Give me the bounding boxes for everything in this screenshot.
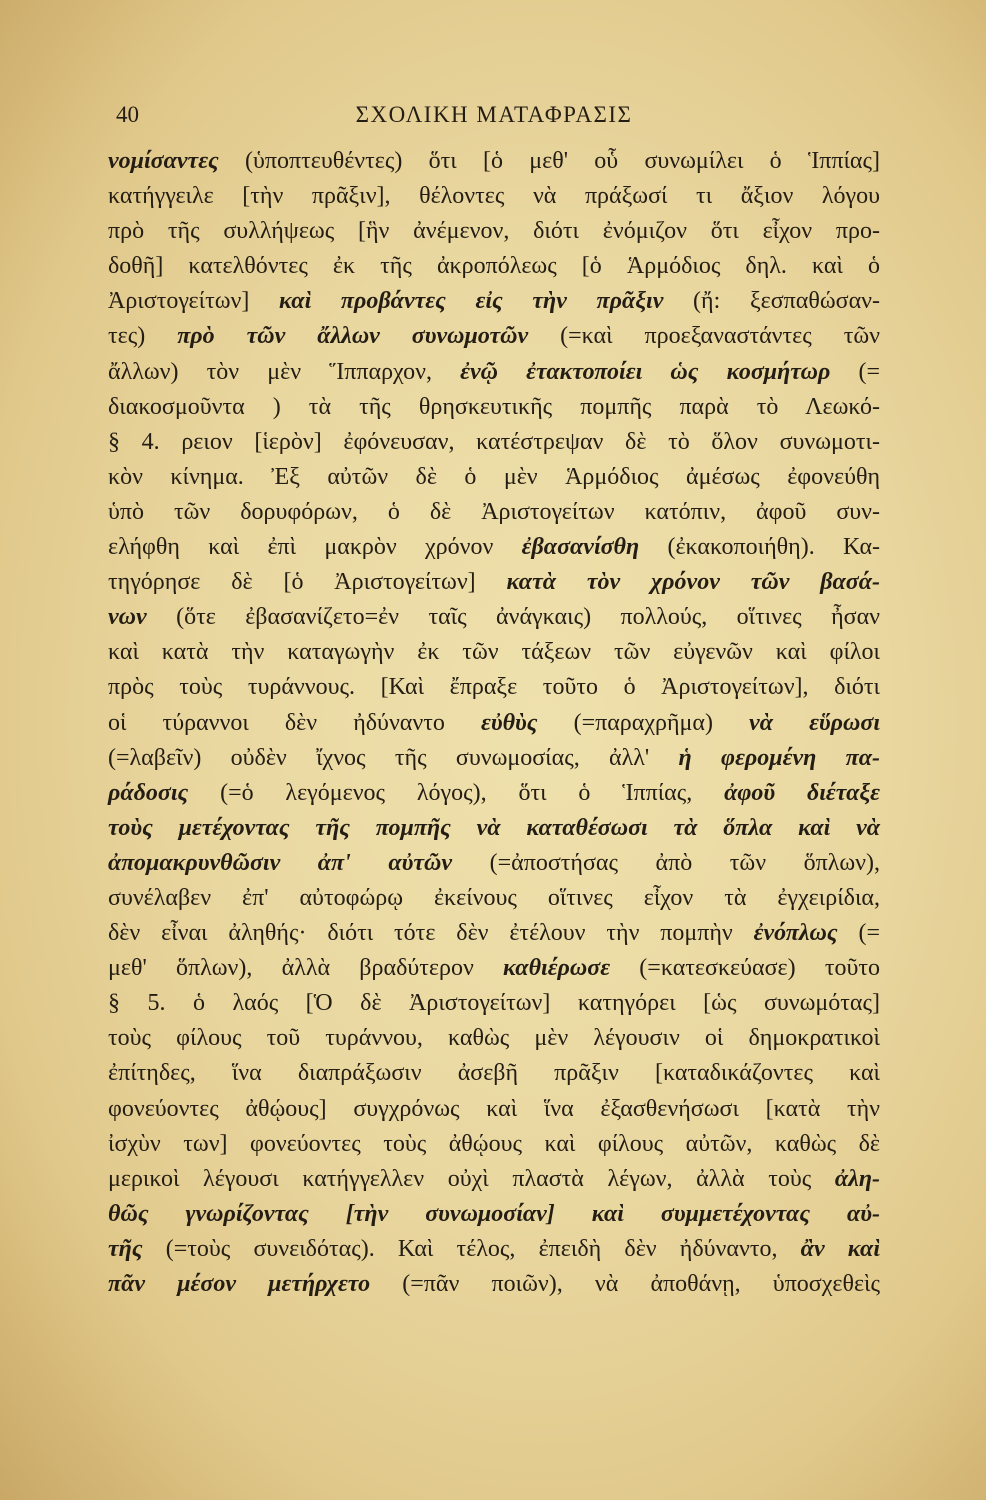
text-line [108,1021,880,1056]
source-text-segment: καὶ προβάντες εἰς τὴν πρᾶξιν [279,288,664,315]
text-line [108,249,880,284]
paraphrase-text-segment: § 5. ὁ λαός [Ὁ δὲ Ἀριστογείτων] κατηγόρει [ὡς συνωμότας] [108,990,880,1017]
text-line [108,530,880,565]
source-text-segment: ράδοσις [108,779,189,806]
text-line [108,1267,880,1302]
text-line [108,916,880,951]
source-text-segment: τοὺς μετέχοντας τῆς πομπῆς νὰ καταθέσωσι τὰ ὅπλα καὶ νὰ [108,814,880,841]
source-text-segment: ἂν καὶ [800,1235,880,1262]
source-text-segment: νομίσαντες [108,148,219,174]
source-text-segment: ἐνόπλως [753,920,838,947]
text-line [108,846,880,881]
text-line [108,600,880,635]
paraphrase-text-segment: Ἀριστογείτων] [108,288,280,315]
source-text-segment: πᾶν μέσον μετήρχετο [108,1271,371,1297]
text-line [108,951,880,986]
paraphrase-text-segment: πρὸς τοὺς τυράννους. [Καὶ ἔπραξε τοῦτο ὁ Ἀριστογείτων], διότι [108,674,880,701]
text-body [108,144,880,1302]
paraphrase-text-segment: κὸν κίνημα. Ἐξ αὐτῶν δὲ ὁ μὲν Ἁρμόδιος ἀμέσως ἐφονεύθη [108,463,880,490]
text-line [108,355,880,390]
text-line [108,425,880,460]
paraphrase-text-segment: διακοσμοῦντα ) τὰ τῆς θρησκευτικῆς πομπῆς παρὰ τὸ Λεωκό- [108,393,880,420]
text-line [108,179,880,214]
paraphrase-text-segment: ὑπὸ τῶν δορυφόρων, ὁ δὲ Ἀριστογείτων κατόπιν, ἀφοῦ συν- [108,498,880,525]
paraphrase-text-segment: (ὅτε ἐβασανίζετο=ἐν ταῖς ἀνάγκαις) πολλούς, οἵτινες ἦσαν [146,604,880,631]
text-line [108,986,880,1021]
text-line [108,1162,880,1197]
paraphrase-text-segment: (=πᾶν ποιῶν), νὰ ἀποθάνῃ, ὑποσχεθεὶς [370,1271,881,1297]
paraphrase-text-segment: ελήφθη καὶ ἐπὶ μακρὸν χρόνον [108,534,522,561]
source-text-segment: πρὸ τῶν ἄλλων συνωμοτῶν [177,323,529,350]
paraphrase-text-segment: δοθῆ] κατελθόντες ἐκ τῆς ἀκροπόλεως [ὁ Ἁρμόδιος δηλ. καὶ ὁ [108,253,880,280]
text-line [108,565,880,600]
text-line [108,1056,880,1091]
paraphrase-text-segment: ἐπίτηδες, ἵνα διαπράξωσιν ἀσεβῆ πρᾶξιν [καταδικάζοντες καὶ [108,1060,880,1087]
text-line [108,635,880,670]
source-text-segment: θῶς γνωρίζοντας [τὴν συνωμοσίαν] καὶ συμμετέχοντας αὐ- [108,1200,880,1227]
paraphrase-text-segment: κατήγγειλε [τὴν πρᾶξιν], θέλοντες νὰ πράξωσί τι ἄξιον λόγου [108,183,880,210]
text-line [108,319,880,354]
text-line [108,670,880,705]
paraphrase-text-segment: (=τοὺς συνειδότας). Καὶ τέλος, ἐπειδὴ δὲν ἠδύναντο, [142,1235,801,1262]
paraphrase-text-segment: δὲν εἶναι ἀληθής· διότι τότε δὲν ἐτέλουν τὴν πομπὴν [108,920,754,947]
source-text-segment: ἡ φερομένη πα- [678,744,880,771]
source-text-segment: καθιέρωσε [503,955,611,982]
source-text-segment: τῆς [108,1235,143,1262]
text-line [108,1092,880,1127]
paraphrase-text-segment: § 4. ρειον [ἱερὸν] ἐφόνευσαν, κατέστρεψαν δὲ τὸ ὅλον συνωμοτι- [108,428,880,455]
source-text-segment: νων [108,604,147,631]
paraphrase-text-segment: συνέλαβεν ἐπ' αὐτοφώρῳ ἐκείνους οἵτινες εἶχον τὰ ἐγχειρίδια, [108,884,880,911]
paraphrase-text-segment: φονεύοντες ἀθῴους] συγχρόνως καὶ ἵνα ἐξασθενήσωσι [κατὰ τὴν [108,1095,880,1122]
paraphrase-text-segment: τηγόρησε δὲ [ὁ Ἀριστογείτων] [108,569,507,596]
source-text-segment: ἐνῷ ἐτακτοποίει ὡς κοσμήτωρ [460,358,831,385]
paraphrase-text-segment: (=λαβεῖν) οὐδὲν ἴχνος τῆς συνωμοσίας, ἀλλ' [108,744,679,771]
source-text-segment: ἀπομακρυνθῶσιν ἀπ' αὐτῶν [108,849,453,876]
paraphrase-text-segment: μερικοὶ λέγουσι κατήγγελλεν οὐχὶ πλαστὰ λέγων, ἀλλὰ τοὺς [108,1165,835,1192]
paraphrase-text-segment: (ἤ: ξεσπαθώσαν- [663,288,880,315]
paraphrase-text-segment: (=κατεσκεύασε) τοῦτο [610,955,880,982]
paraphrase-text-segment: (=ὁ λεγόμενος λόγος), ὅτι ὁ Ἱππίας, [188,779,725,806]
source-text-segment: εὐθὺς [480,709,538,736]
source-text-segment: κατὰ τὸν χρόνον τῶν βασά- [506,569,880,596]
paraphrase-text-segment: καὶ κατὰ τὴν καταγωγὴν ἐκ τῶν τάξεων τῶν εὐγενῶν καὶ φίλοι [108,639,880,666]
text-line [108,214,880,249]
running-head [108,98,880,132]
paraphrase-text-segment: μεθ' ὅπλων), ἀλλὰ βραδύτερον [108,955,504,982]
source-text-segment: ἀφοῦ διέταξε [724,779,880,806]
text-line [108,495,880,530]
text-line [108,881,880,916]
source-text-segment: ἐβασανίσθη [521,534,640,561]
text-line [108,390,880,425]
paraphrase-text-segment: (= [830,358,881,385]
paraphrase-text-segment: (ὑποπτευθέντες) ὅτι [ὁ μεθ' οὗ συνωμίλει ὁ Ἱππίας] [218,148,880,174]
source-text-segment: νὰ εὕρωσι [749,709,880,736]
text-line [108,144,880,179]
text-line [108,1232,880,1267]
running-title: ΣΧΟΛΙΚΗ ΜΑΤΑΦΡΑΣΙΣ [355,102,633,127]
paraphrase-text-segment: ἰσχὺν των] φονεύοντες τοὺς ἀθῴους καὶ φίλους αὐτῶν, καθὼς δὲ [108,1130,880,1157]
paraphrase-text-segment: (=ἀποστήσας ἀπὸ τῶν ὅπλων), [452,849,880,876]
text-line [108,284,880,319]
page-number: 40 [116,102,139,127]
text-line [108,1127,880,1162]
source-text-segment: ἀλη- [834,1165,880,1192]
text-line [108,741,880,776]
text-line [108,811,880,846]
paraphrase-text-segment: τες) [108,323,178,350]
text-line [108,460,880,495]
paraphrase-text-segment: (ἐκακοποιήθη). Κα- [639,534,881,561]
paraphrase-text-segment: (=καὶ προεξαναστάντες τῶν [528,323,880,350]
paraphrase-text-segment: ἄλλων) τὸν μὲν Ἵππαρχον, [108,358,461,385]
text-line [108,776,880,811]
paraphrase-text-segment: οἱ τύραννοι δὲν ἠδύναντο [108,709,481,736]
paraphrase-text-segment: (= [837,920,880,947]
paraphrase-text-segment: τοὺς φίλους τοῦ τυράννου, καθὼς μὲν λέγουσιν οἱ δημοκρατικοὶ [108,1025,880,1052]
paraphrase-text-segment: (=παραχρῆμα) [537,709,750,736]
paraphrase-text-segment: πρὸ τῆς συλλήψεως [ἣν ἀνέμενον, διότι ἐνόμιζον ὅτι εἶχον προ- [108,218,880,245]
text-line [108,1197,880,1232]
text-line [108,706,880,741]
